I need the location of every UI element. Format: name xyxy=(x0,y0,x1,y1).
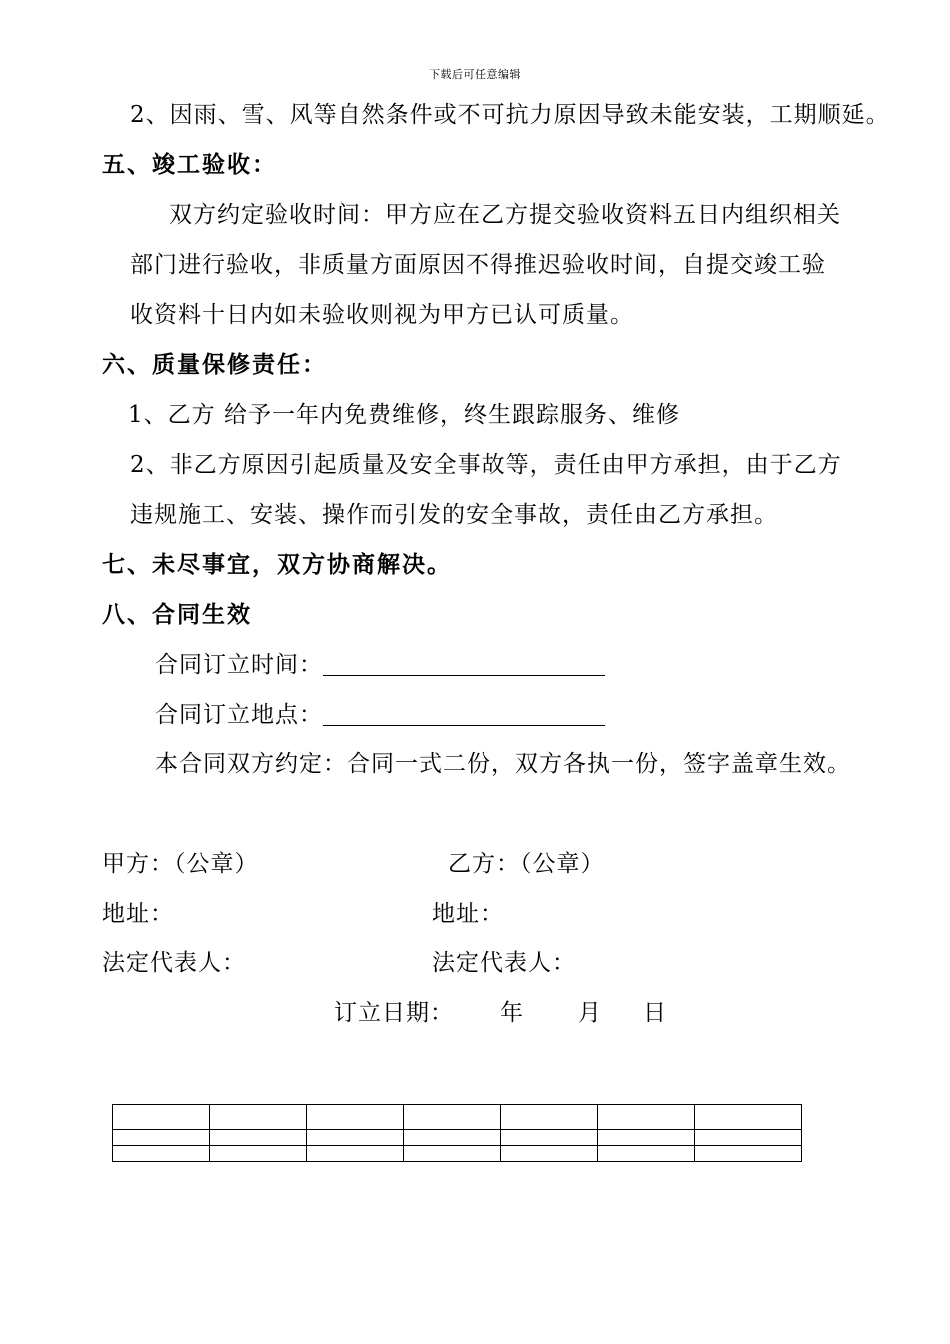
section-5-paragraph-line-3: 收资料十日内如未验收则视为甲方已认可质量。 xyxy=(130,302,634,328)
party-b-address: 地址： xyxy=(432,901,504,927)
table-cell xyxy=(210,1130,307,1146)
table-cell xyxy=(113,1105,210,1130)
section-5-paragraph-line-1: 双方约定验收时间：甲方应在乙方提交验收资料五日内组织相关 xyxy=(169,202,841,228)
section-6-item-2-line-2: 违规施工、安装、操作而引发的安全事故，责任由乙方承担。 xyxy=(130,502,778,528)
table-cell xyxy=(695,1105,802,1130)
table-row xyxy=(113,1130,802,1146)
table-cell xyxy=(501,1146,598,1162)
section-6-title: 六、质量保修责任： xyxy=(102,352,327,378)
sign-place-label: 合同订立地点： xyxy=(155,702,323,728)
sign-place-row xyxy=(155,696,605,729)
sign-time-blank xyxy=(323,653,605,676)
table-cell xyxy=(307,1130,404,1146)
table-cell xyxy=(695,1146,802,1162)
blank-table xyxy=(112,1104,802,1162)
table-cell xyxy=(598,1105,695,1130)
party-a-address: 地址： xyxy=(102,901,174,927)
section-6-item-2-line-1: 2、非乙方原因引起质量及安全事故等，责任由甲方承担，由于乙方 xyxy=(130,452,842,478)
section-6-item-1: 1、乙方 给予一年内免费维修，终生跟踪服务、维修 xyxy=(128,402,680,428)
party-b-representative: 法定代表人： xyxy=(432,950,576,976)
party-b-seal: 乙方：（公章） xyxy=(448,851,605,877)
sign-place-blank xyxy=(323,703,605,726)
sign-time-row xyxy=(155,646,605,679)
sign-time-label: 合同订立时间： xyxy=(155,652,323,678)
sign-date-year: 年 xyxy=(500,1000,524,1026)
section-5-paragraph-line-2: 部门进行验收，非质量方面原因不得推迟验收时间，自提交竣工验 xyxy=(130,252,826,278)
clause-rain-delay: 2、因雨、雪、风等自然条件或不可抗力原因导致未能安装，工期顺延。 xyxy=(130,102,890,128)
table-cell xyxy=(501,1130,598,1146)
sign-date-day: 日 xyxy=(643,1000,667,1026)
table-cell xyxy=(598,1146,695,1162)
table-cell xyxy=(598,1130,695,1146)
table-cell xyxy=(501,1105,598,1130)
copies-clause: 本合同双方约定：合同一式二份，双方各执一份，签字盖章生效。 xyxy=(155,751,851,777)
table-cell xyxy=(404,1146,501,1162)
section-8-title: 八、合同生效 xyxy=(102,602,252,628)
table-cell xyxy=(210,1146,307,1162)
table-cell xyxy=(695,1130,802,1146)
table-cell xyxy=(113,1146,210,1162)
party-a-seal: 甲方：（公章） xyxy=(102,851,259,877)
sign-date-label: 订立日期： xyxy=(334,1000,454,1026)
section-5-title: 五、竣工验收： xyxy=(102,152,277,178)
party-a-representative: 法定代表人： xyxy=(102,950,246,976)
table-cell xyxy=(307,1146,404,1162)
table-cell xyxy=(404,1105,501,1130)
sign-date-month: 月 xyxy=(578,1000,602,1026)
table-row xyxy=(113,1105,802,1130)
table-row xyxy=(113,1146,802,1162)
table-cell xyxy=(113,1130,210,1146)
table-cell xyxy=(404,1130,501,1146)
table-cell xyxy=(210,1105,307,1130)
section-7-title: 七、未尽事宜，双方协商解决。 xyxy=(102,552,452,578)
page-header-note: 下载后可任意编辑 xyxy=(429,68,521,81)
table-cell xyxy=(307,1105,404,1130)
